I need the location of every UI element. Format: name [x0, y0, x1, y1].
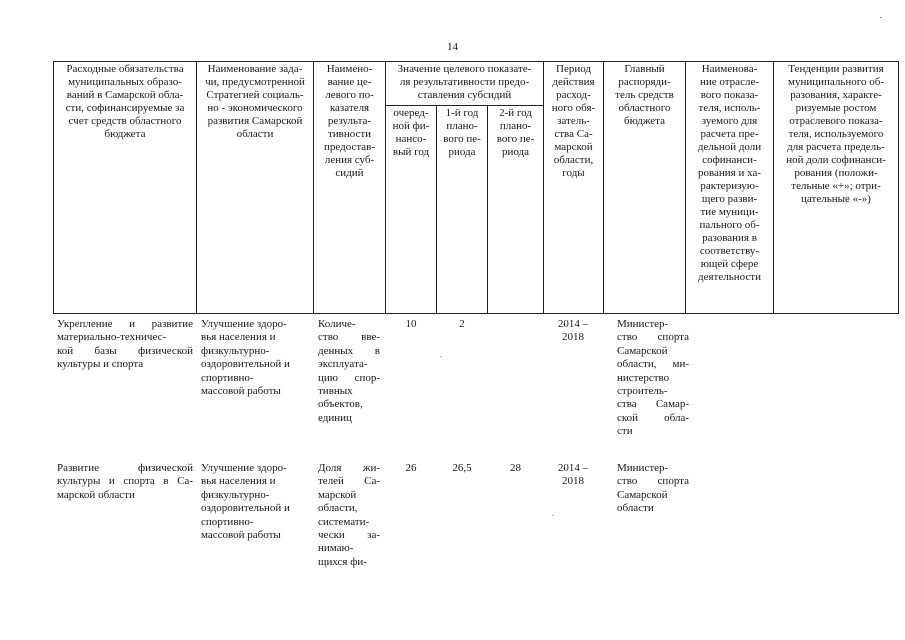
- text-line: ства Самар-: [617, 398, 689, 411]
- scan-dot: [880, 17, 882, 18]
- text-line: рования и ха-: [697, 167, 762, 179]
- text-line: культуры и спорта: [57, 358, 144, 371]
- text-line: спортивно-: [201, 515, 254, 528]
- text-line: Улучшение здоро-: [201, 462, 287, 474]
- header-trends: [774, 62, 899, 314]
- text-line: пального об-: [699, 219, 760, 231]
- text-line: 2018: [562, 475, 584, 488]
- text-line: чи, предусмотренной: [205, 76, 305, 88]
- text-line: результа-: [327, 115, 372, 127]
- text-line: ной доли софинанси-: [786, 154, 886, 166]
- text-line: расчета пре-: [700, 128, 759, 140]
- text-line: ного обя-: [551, 102, 596, 114]
- text-line: физкультурно-: [201, 488, 270, 501]
- text-line: разования в: [702, 232, 757, 244]
- text-line: развития Самарской: [207, 115, 303, 127]
- text-line: казателя: [329, 102, 370, 114]
- text-line: тельные «+»; отри-: [791, 180, 881, 192]
- text-line: сидий: [335, 167, 364, 179]
- text-line: 2-й год: [499, 107, 532, 119]
- text-line: оздоровительной и: [201, 502, 290, 515]
- text-line: софинанси-: [702, 154, 757, 166]
- row-2-task: [201, 462, 313, 542]
- text-line: ства Са-: [554, 128, 593, 140]
- text-line: деятельности: [698, 271, 761, 283]
- text-line: цию спор-: [318, 371, 380, 384]
- text-line: предостав-: [323, 141, 376, 153]
- text-line: области,: [318, 502, 358, 515]
- text-line: дельной доли: [697, 141, 762, 153]
- text-line: спортивно-: [201, 371, 254, 384]
- text-line: вый год: [392, 146, 430, 158]
- text-line: плано-: [446, 120, 478, 132]
- text-line: массовой работы: [201, 385, 281, 398]
- text-line: распоряди-: [618, 76, 671, 88]
- text-line: Тенденции развития: [788, 63, 884, 75]
- text-line: области: [617, 502, 654, 515]
- row-1-period: [545, 318, 601, 345]
- text-line: материально-техничес-: [57, 331, 167, 344]
- text-line: Период: [556, 63, 591, 75]
- text-line: области: [236, 128, 274, 140]
- text-line: счет средств областного: [68, 115, 182, 127]
- text-line: ние отрасле-: [699, 76, 759, 88]
- text-line: сти, софинансируемые за: [65, 102, 185, 114]
- text-line: ющей сфере: [700, 258, 759, 270]
- header-manager: [604, 62, 686, 314]
- text-line: для расчета предель-: [787, 141, 885, 153]
- text-line: Развитие физической: [57, 462, 193, 474]
- text-line: муниципального об-: [787, 76, 884, 88]
- text-line: затель-: [557, 115, 590, 127]
- text-line: нимаю-: [318, 542, 354, 555]
- row-2-indicator: [318, 462, 380, 569]
- text-line: Самарской: [617, 344, 668, 357]
- row-2-obligation: [57, 462, 193, 502]
- text-line: Наимено-: [326, 63, 373, 75]
- row-1-task: [201, 318, 313, 398]
- text-line: щего разви-: [701, 193, 758, 205]
- text-line: годы: [562, 167, 585, 179]
- text-line: Самарской: [617, 488, 668, 501]
- text-line: ство спорта: [617, 331, 689, 344]
- text-line: бюджета: [623, 115, 665, 127]
- text-line: сти: [617, 425, 633, 438]
- header-period: [544, 62, 604, 314]
- text-line: ризуемые ростом: [795, 102, 877, 114]
- text-line: рактеризую-: [700, 180, 759, 192]
- text-line: системати-: [318, 515, 370, 528]
- text-line: тие муници-: [700, 206, 759, 218]
- text-line: Значение целевого показате-: [397, 63, 532, 75]
- text-line: Наименова-: [701, 63, 758, 75]
- text-line: объектов,: [318, 398, 363, 411]
- text-line: культуры и спорта в Са-: [57, 475, 193, 488]
- text-line: ля результативности предо-: [399, 76, 530, 88]
- text-line: расход-: [556, 89, 591, 101]
- text-line: действия: [552, 76, 595, 88]
- text-line: плано-: [499, 120, 532, 132]
- text-line: единиц: [318, 411, 352, 424]
- row-2-plan-year-2: 28: [510, 462, 521, 474]
- text-line: Расходные обязательства: [66, 63, 184, 75]
- text-line: ской обла-: [617, 411, 689, 424]
- text-line: вого пе-: [443, 133, 481, 145]
- text-line: зуемого для: [701, 115, 758, 127]
- text-line: Доля жи-: [318, 462, 380, 474]
- text-line: Наименование зада-: [207, 63, 303, 75]
- text-line: 2014 –: [557, 318, 589, 330]
- text-line: Министер-: [617, 462, 669, 474]
- text-line: Стратегией социаль-: [206, 89, 304, 101]
- text-line: марской области: [57, 488, 135, 501]
- header-indicator: [314, 62, 386, 314]
- header-obligation: [54, 62, 197, 314]
- text-line: вого пе-: [496, 133, 535, 145]
- text-line: щихся фи-: [318, 555, 367, 568]
- text-line: 2018: [562, 331, 584, 344]
- text-line: муниципальных образо-: [68, 76, 182, 88]
- text-line: риода: [448, 146, 476, 158]
- text-line: тель средств: [615, 89, 674, 101]
- text-line: ство вве-: [318, 331, 380, 344]
- header-sector-indicator: [686, 62, 774, 314]
- text-line: вья населения и: [201, 331, 276, 344]
- row-1-current-year: 10: [405, 318, 417, 330]
- text-line: областного: [618, 102, 671, 114]
- text-line: но - экономического: [207, 102, 303, 114]
- row-1-manager: [617, 318, 689, 439]
- header-plan-year-1: [437, 106, 488, 314]
- text-line: разования, характе-: [790, 89, 882, 101]
- header-plan-year-2: [488, 106, 544, 314]
- text-line: бюджета: [104, 128, 146, 140]
- row-1-obligation: [57, 318, 193, 372]
- text-line: Главный: [624, 63, 665, 75]
- text-line: 1-й год: [445, 107, 479, 119]
- text-line: нансо-: [395, 133, 427, 145]
- text-line: вание це-: [327, 76, 372, 88]
- text-line: ления суб-: [324, 154, 375, 166]
- text-line: теля, используемого: [788, 128, 884, 140]
- row-2-manager: [617, 462, 689, 516]
- text-line: тивных: [318, 385, 353, 398]
- header-current-year: [386, 106, 437, 314]
- text-line: оздоровительной и: [201, 358, 290, 371]
- text-line: Министер-: [617, 318, 669, 330]
- text-line: риода: [501, 146, 530, 158]
- text-line: Укрепление и развитие: [57, 318, 193, 330]
- text-line: рования (положи-: [794, 167, 878, 179]
- header-indicator-value-group: [386, 62, 544, 106]
- text-line: 2014 –: [557, 462, 589, 474]
- text-line: левого по-: [325, 89, 374, 101]
- text-line: теля, исполь-: [698, 102, 761, 114]
- text-line: вого показа-: [700, 89, 759, 101]
- text-line: соответству-: [699, 245, 760, 257]
- text-line: ство спорта: [617, 475, 689, 488]
- text-line: ваний в Самарской обла-: [66, 89, 184, 101]
- text-line: области,: [553, 154, 594, 166]
- text-line: строитель-: [617, 385, 668, 398]
- header-task: [197, 62, 314, 314]
- text-line: цательные «-»): [801, 193, 871, 205]
- text-line: денных в: [318, 344, 380, 357]
- text-line: Количе-: [318, 318, 356, 330]
- text-line: вья населения и: [201, 475, 276, 488]
- row-2-period: [545, 462, 601, 489]
- row-2-current-year: 26: [405, 462, 417, 474]
- text-line: физкультурно-: [201, 344, 270, 357]
- text-line: массовой работы: [201, 529, 281, 542]
- text-line: ставления субсидий: [417, 89, 512, 101]
- page-number: 14: [447, 41, 458, 53]
- header-table: [53, 61, 899, 314]
- text-line: чески за-: [318, 529, 380, 542]
- text-line: Улучшение здоро-: [201, 318, 287, 330]
- text-line: телей Са-: [318, 475, 380, 488]
- row-1-plan-year-1: 2: [459, 318, 465, 330]
- text-line: марской: [554, 141, 593, 153]
- text-line: кой базы физической: [57, 344, 193, 357]
- row-2-plan-year-1: 26,5: [452, 462, 472, 474]
- scan-dot: [440, 356, 441, 357]
- text-line: эксплуата-: [318, 358, 368, 371]
- text-line: области, ми-: [617, 358, 689, 371]
- row-1-indicator: [318, 318, 380, 425]
- scan-dot: [552, 515, 553, 516]
- text-line: нистерство: [617, 371, 670, 384]
- text-line: тивности: [327, 128, 372, 140]
- text-line: очеред-: [393, 107, 429, 119]
- text-line: отраслевого показа-: [789, 115, 883, 127]
- text-line: марской: [318, 488, 357, 501]
- text-line: ной фи-: [392, 120, 430, 132]
